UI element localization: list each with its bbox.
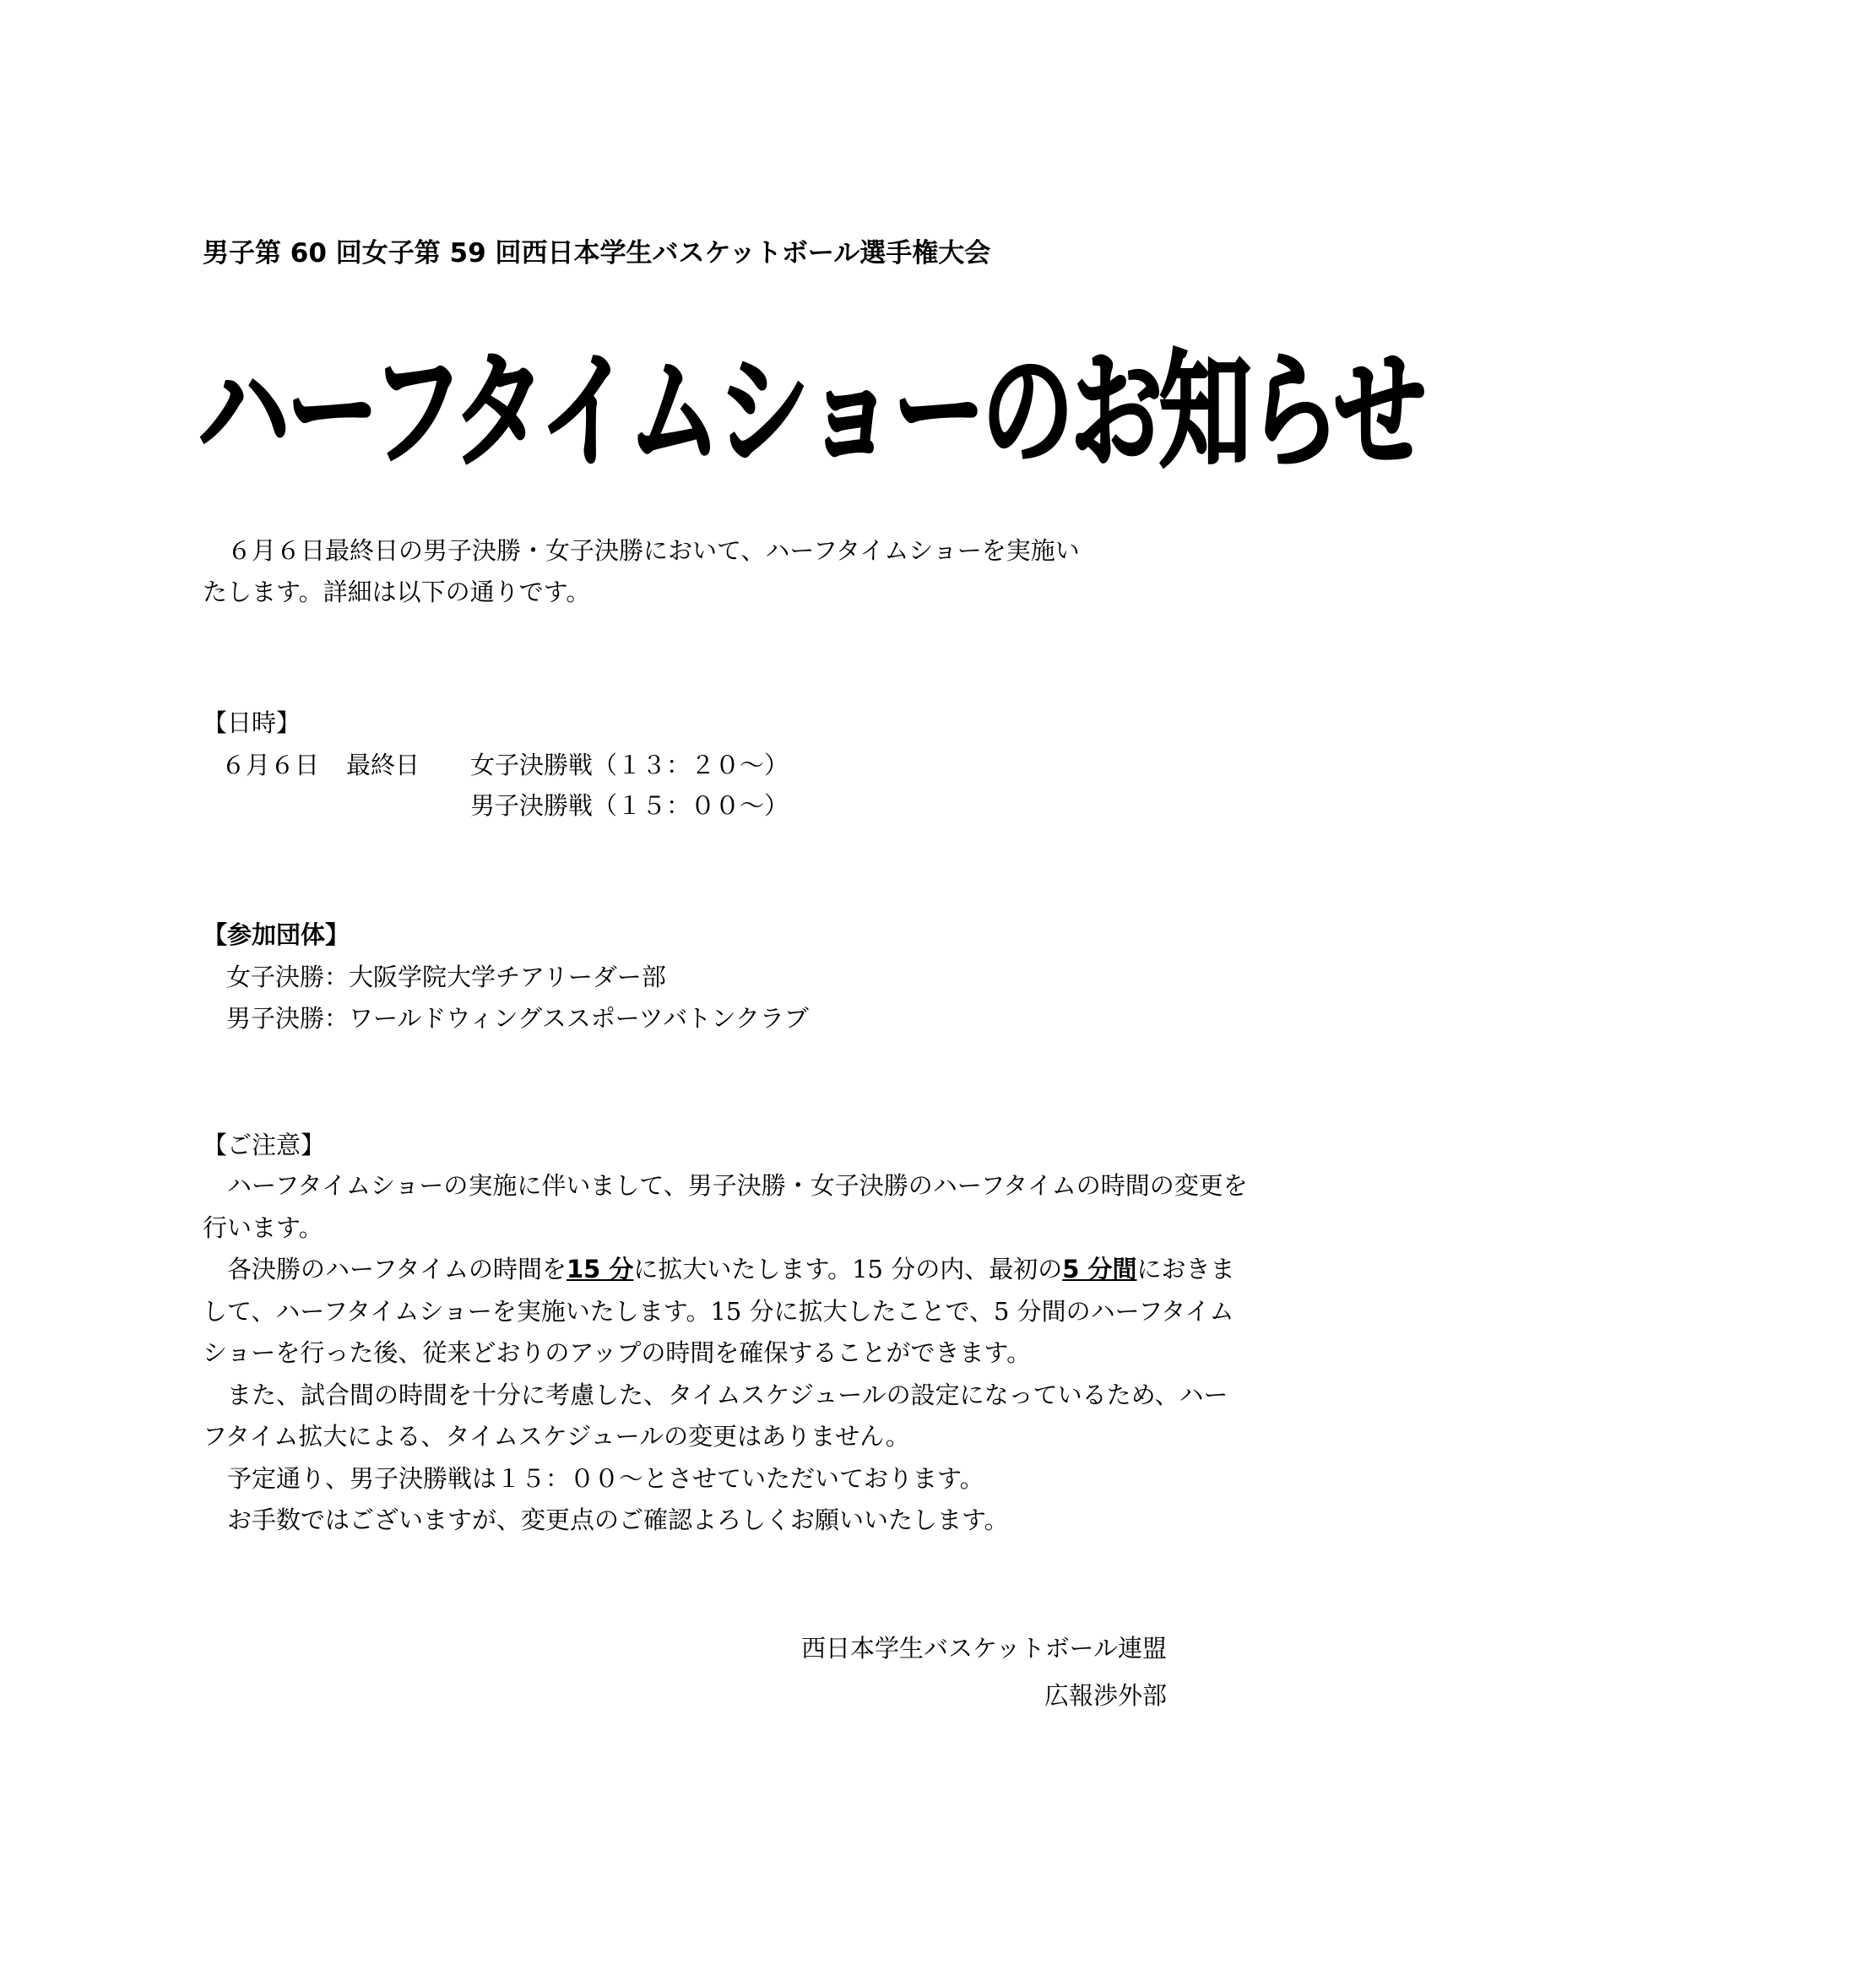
notice-paragraph-5: お手数ではございますが、変更点のご確認よろしくお願いいたします。 [227,1506,1009,1534]
notice-paragraph-3: また、試合間の時間を十分に考慮した、タイムスケジュールの設定になっているため、ハーフタイム拡大による、タイムスケジュールの変更はありません。 [203,1380,1228,1451]
emphasis-15-minutes: 15 分 [566,1255,634,1283]
participants-heading: 【参加団体】 [203,920,350,949]
participant-women: 女子決勝：大阪学院大学チアリーダー部 [226,963,666,991]
page-title [198,328,1423,496]
notice-paragraph-2 [203,1249,1250,1375]
page-title-text: ハーフタイムショーのお知らせ [198,339,1423,486]
datetime-date: ６月６日 [221,751,320,779]
notice-p2-text-a: 各決勝のハーフタイムの時間を [227,1255,567,1283]
notice-paragraph-4: 予定通り、男子決勝戦は１５：００～とさせていただいております。 [227,1463,984,1493]
intro-paragraph [203,530,1241,613]
datetime-heading: 【日時】 [203,708,301,737]
notice-p2-text-b: に拡大いたします。15 分の内、最初の [633,1255,1063,1283]
notice-paragraph-1: ハーフタイムショーの実施に伴いまして、男子決勝・女子決勝のハーフタイムの時間の変更を行います。 [203,1171,1248,1242]
event-title: 男子第 60 回女子第 59 回西日本学生バスケットボール選手権大会 [203,238,991,269]
intro-line-1: ６月６日最終日の男子決勝・女子決勝において、ハーフタイムショーを実施い [227,536,1080,565]
signature-department: 広報渉外部 [1044,1681,1167,1710]
notice-p2-text-c: におきまして、ハーフタイムショーを実施いたします。15 分に拡大したことで、5 分間のハーフタイムショーを行った後、従来どおりのアップの時間を確保することができます。 [203,1255,1235,1367]
intro-line-2: たします。詳細は以下の通りです。 [203,578,591,606]
datetime-day: 最終日 [346,751,420,779]
women-final-time: 女子決勝戦（１３：２０～） [470,751,789,779]
notice-body [203,1165,1250,1542]
notice-heading: 【ご注意】 [203,1131,326,1159]
men-final-time: 男子決勝戦（１５：００～） [470,791,789,820]
participant-men: 男子決勝：ワールドウィングススポーツバトンクラブ [226,1004,809,1033]
emphasis-5-minutes: 5 分間 [1062,1255,1137,1283]
signature-organization: 西日本学生バスケットボール連盟 [801,1634,1167,1663]
